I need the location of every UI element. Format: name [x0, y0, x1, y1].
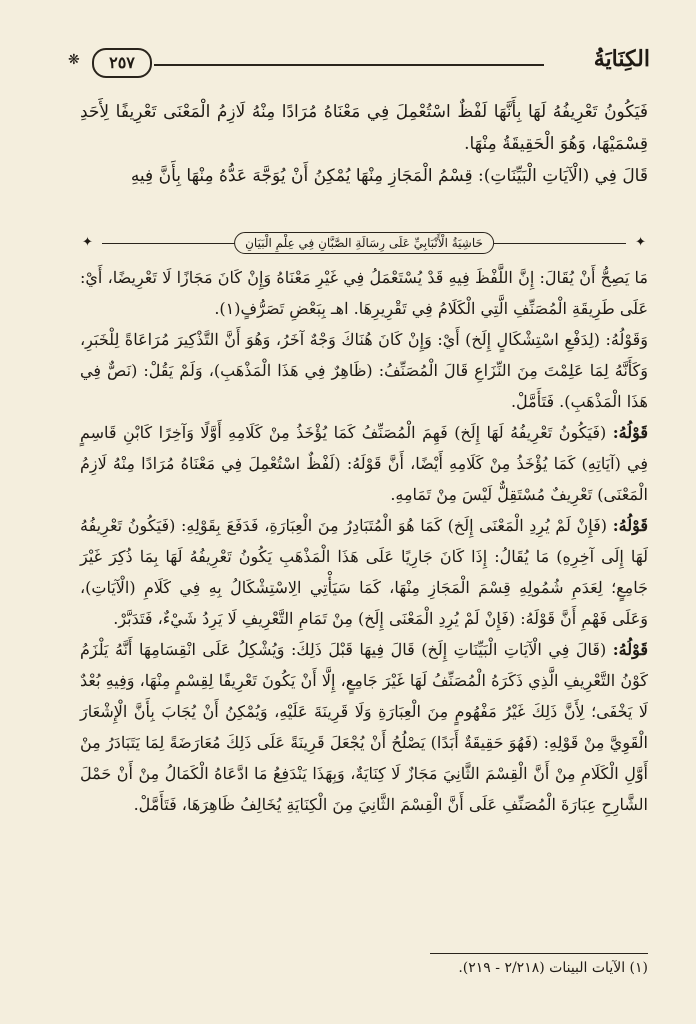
footnote-rule — [430, 953, 648, 954]
header-ornament-icon: ❋ — [68, 52, 80, 68]
divider-ornament-icon: ✦ — [635, 235, 646, 250]
paragraph-body: (فَإِنْ لَمْ يُرِدِ الْمَعْنَى إِلَخ) كَمَا هُوَ الْمُتَبَادِرُ مِنَ الْعِبَارَةِ، فَدَفَعَ بِقَوْلِهِ: (فَيَكُونُ تَعْرِيفُهُ لَهَا إِلَى آخِرِهِ) مَا يُقَالُ: إِذَا كَانَ جَارِيًا عَلَى هَذَا الْمَذْهَبِ يَكُونُ تَعْرِيفُهُ لَهَا بِمَا ذُكِرَ غَيْرَ جَامِعٍ؛ لِعَدَمِ شُمُولِهِ قِسْمَ الْمَجَازِ مِنْهَا، كَمَا سَيَأْتِي الِاسْتِشْكَالُ بِهِ فِي كَلَامِ (الْآيَاتِ)، وَعَلَى فَهْمِ أَنَّ قَوْلَهُ: (فَإِنْ لَمْ يُرِدِ الْمَعْنَى إِلَخ) مِنْ تَمَامِ التَّعْرِيفِ لَا يَرِدُ شَيْءٌ، فَتَدَبَّرْ. — [80, 516, 648, 628]
running-header — [68, 44, 650, 78]
commentary-paragraph: مَا يَصِحُّ أَنْ يُقَالَ: إِنَّ اللَّفْظَ فِيهِ قَدْ يُسْتَعْمَلُ فِي غَيْرِ مَعْنَاهُ وَإِنْ كَانَ مَجَازًا لَا تَعْرِيضًا، أَيْ: عَلَى طَرِيقَةِ الْمُصَنِّفِ الَّتِي الْكَلَامُ فِي تَقْرِيرِهَا. اهـ بِبَعْضِ تَصَرُّفٍ(١). — [80, 268, 649, 318]
footnote: (١) الآيات البينات (٢/٢١٨ - ٢١٩). — [458, 960, 648, 976]
header-rule — [154, 64, 544, 66]
chapter-title: الكِنَايَةُ — [593, 46, 650, 72]
commentary-paragraph — [80, 417, 648, 510]
section-divider — [80, 232, 648, 256]
paragraph-lead: قَوْلُهُ: — [612, 640, 648, 659]
divider-label: حَاشِيَةُ الْأَنْبَابِيِّ عَلَى رِسَالَةِ الصَّبَّانِ فِي عِلْمِ الْبَيَانِ — [234, 232, 494, 254]
paragraph-lead: قَوْلُهُ: — [612, 423, 648, 442]
main-paragraph: فَيَكُونُ تَعْرِيفُهُ لَهَا بِأَنَّهَا لَفْظٌ اسْتُعْمِلَ فِي مَعْنَاهُ مُرَادًا مِنْهُ لَازِمُ الْمَعْنَى تَعْرِيفًا لِأَحَدِ قِسْمَيْهَا، وَهُوَ الْحَقِيقَةُ مِنْهَا. — [80, 102, 648, 154]
main-paragraph: قَالَ فِي (الْآيَاتِ الْبَيِّنَاتِ): قِسْمُ الْمَجَازِ مِنْهَا يُمْكِنُ أَنْ يُوَجَّهَ عَدُّهُ مِنْهَا بِأَنَّ فِيهِ — [130, 166, 648, 186]
page-number: ٢٥٧ — [92, 48, 152, 78]
paragraph-body: (فَيَكُونُ تَعْرِيفُهُ لَهَا إِلَخ) فَهِمَ الْمُصَنِّفُ كَمَا يُؤْخَذُ مِنْ كَلَامِهِ أَوَّلًا وَآخِرًا كَابْنِ قَاسِمٍ فِي (آيَاتِهِ) كَمَا يُؤْخَذُ مِنْ كَلَامِهِ أَيْضًا، أَنَّ قَوْلَهُ: (لَفْظٌ اسْتُعْمِلَ فِي مَعْنَاهُ مُرَادًا مِنْهُ لَازِمُ الْمَعْنَى) تَعْرِيفٌ مُسْتَقِلٌّ لَيْسَ مِنْ تَمَامِهِ. — [80, 423, 648, 504]
commentary-paragraph: وَقَوْلُهُ: (لِدَفْعِ اسْتِشْكَالٍ إِلَخ) أَيْ: وَإِنْ كَانَ هُنَاكَ وَجْهٌ آخَرُ، وَهُوَ أَنَّ التَّذْكِيرَ مُرَاعَاةً لِلْخَبَرِ، وَكَأَنَّهُ لِمَا عَلِمْتَ مِنَ النِّزَاعِ قَالَ الْمُصَنِّفُ: (ظَاهِرٌ فِي هَذَا الْمَذْهَبِ)، وَلَمْ يَقُلْ: (نَصٌّ فِي هَذَا الْمَذْهَبِ). فَتَأَمَّلْ. — [80, 330, 648, 411]
main-text — [80, 96, 648, 192]
commentary-paragraph — [80, 510, 648, 634]
paragraph-lead: قَوْلُهُ: — [612, 516, 648, 535]
divider-ornament-icon: ✦ — [82, 235, 93, 250]
commentary-text — [80, 262, 648, 820]
commentary-paragraph — [80, 634, 648, 820]
paragraph-body: (قَالَ فِي الْآيَاتِ الْبَيِّنَاتِ إِلَخ) قَالَ فِيهَا قَبْلَ ذَلِكَ: وَيُشْكِلُ عَلَى انْقِسَامِهَا أَنَّهُ يَلْزَمُ كَوْنُ التَّعْرِيفِ الَّذِي ذَكَرَهُ الْمُصَنِّفُ لَهَا غَيْرَ جَامِعٍ، إِلَّا أَنْ يَكُونَ تَعْرِيفًا لِقِسْمٍ مِنْهَا، وَفِيهِ بُعْدٌ لَا يَخْفَى؛ لِأَنَّ ذَلِكَ غَيْرُ مَفْهُومٍ مِنَ الْعِبَارَةِ وَلَا قَرِينَةَ عَلَيْهِ، وَيُمْكِنُ أَنْ يُجَابَ بِأَنَّ الْإِشْعَارَ الْقَوِيَّ مِنْ قَوْلِهِ: (فَهُوَ حَقِيقَةٌ أَبَدًا) يَصْلُحُ أَنْ يُجْعَلَ قَرِينَةً عَلَى ذَلِكَ مُعَارَضَةً لِمَا يَتَبَادَرُ مِنْ أَوَّلِ الْكَلَامِ مِنْ أَنَّ الْقِسْمَ الثَّانِيَ مَجَازٌ لَا كِنَايَةٌ، وَبِهَذَا يَنْدَفِعُ مَا ادَّعَاهُ الْكَمَالُ مِنْ أَنْ حَمْلَ الشَّارِحِ عِبَارَةَ الْمُصَنِّفِ عَلَى أَنَّ الْقِسْمَ الثَّانِيَ مِنَ الْكِنَايَةِ يُخَالِفُ ظَاهِرَهَا، فَتَأَمَّلْ. — [80, 640, 648, 814]
